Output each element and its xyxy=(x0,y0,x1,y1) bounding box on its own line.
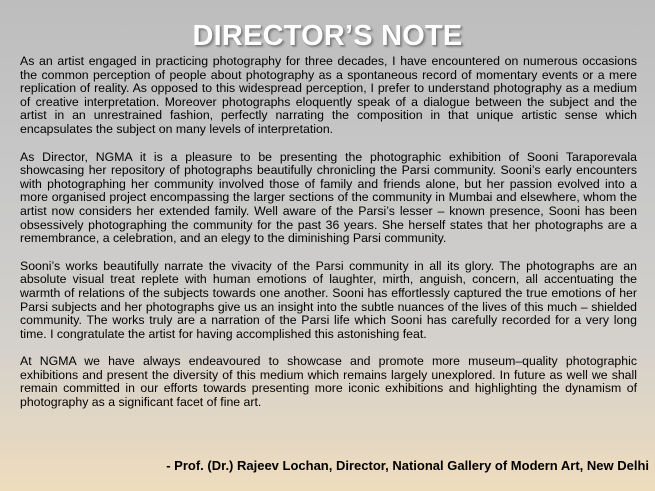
paragraph-1: As an artist engaged in practicing photography for three decades, I have encountered on numerous occasions the common perception of people about photography as a spontaneous record of momentary events or a mere replication of reality. As opposed to this widespread perception, I prefer to understand photography as a medium of creative interpretation. Moreover photographs eloquently speak of a dialogue between the subject and the artist in an unrestrained fashion, perfectly narrating the composition in that unique artistic sense which encapsulates the subject on many levels of interpretation. xyxy=(20,54,637,136)
paragraph-3: Sooni’s works beautifully narrate the vivacity of the Parsi community in all its glory. The photographs are an absolute visual treat replete with human emotions of laughter, mirth, anguish, concern, all accentuating the warmth of relations of the subjects towards one another. Sooni has effortlessly captured the true emotions of her Parsi subjects and her photographs give us an insight into the subtle nuances of the lives of this much – shielded community. The works truly are a narration of the Parsi life which Sooni has carefully recorded for a very long time. I congratulate the artist for having accomplished this astonishing feat. xyxy=(20,258,637,341)
note-body xyxy=(20,55,637,410)
paragraph-4: At NGMA we have always endeavoured to showcase and promote more museum–quality photographic exhibitions and present the diversity of this medium which remains largely unexplored. In future as well we shall remain committed in our efforts towards presenting more iconic exhibitions and highlighting the dynamism of photography as a significant facet of fine art. xyxy=(20,354,637,410)
paragraph-2: As Director, NGMA it is a pleasure to be presenting the photographic exhibition of Sooni Taraporevala showcasing her repository of photographs beautifully chronicling the Parsi community. Sooni’s early encounters with photographing her community involved those of family and friends alone, but her passion evolved into a more organised project encompassing the larger sections of the community in Mumbai and elsewhere, whom the artist now considers her extended family. Well aware of the Parsi’s lesser – known presence, Sooni has been obsessively photographing the community for the past 36 years. She herself states that her photographs are a remembrance, a celebration, and an elegy to the diminishing Parsi community. xyxy=(20,149,637,246)
page-title: DIRECTOR’S NOTE xyxy=(192,20,463,52)
signature-line: - Prof. (Dr.) Rajeev Lochan, Director, National Gallery of Modern Art, New Delhi xyxy=(166,458,649,473)
